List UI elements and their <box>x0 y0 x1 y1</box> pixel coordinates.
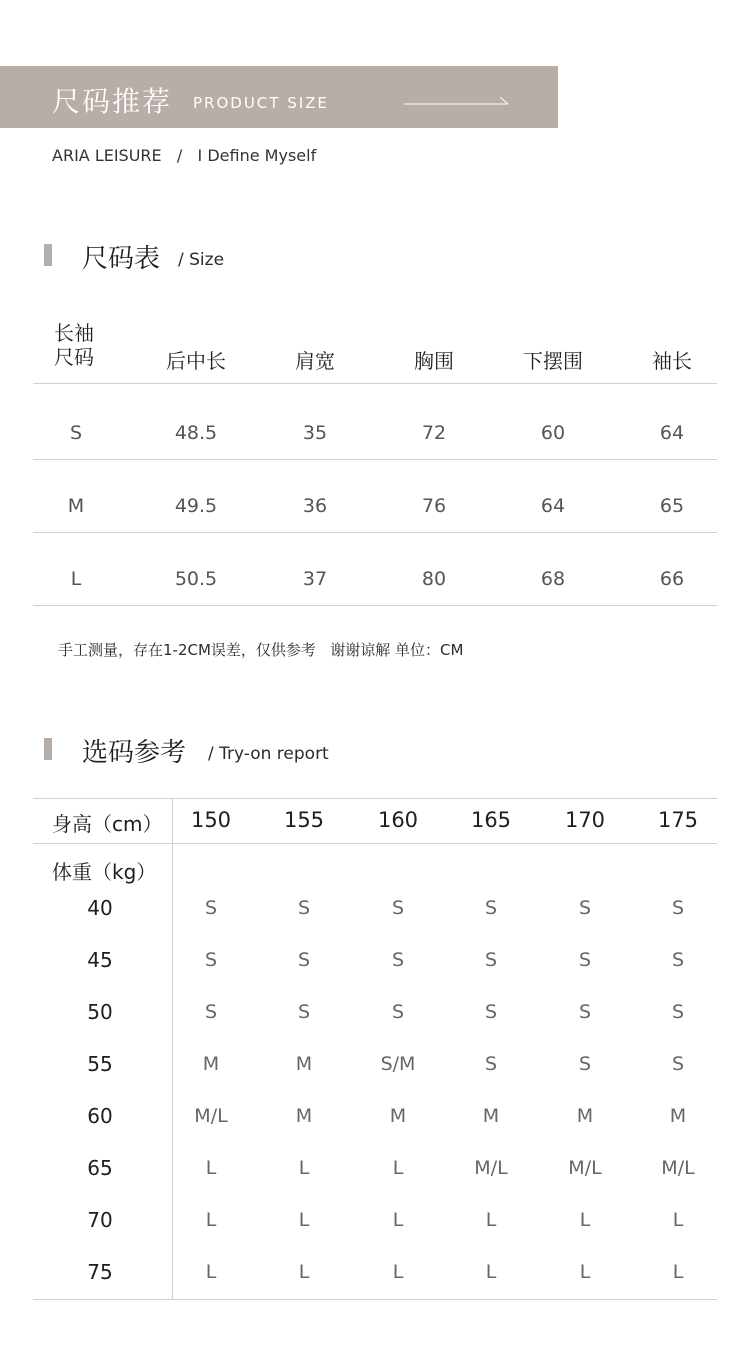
header-banner <box>0 66 558 128</box>
size-table-size: S <box>69 422 83 444</box>
banner-subtitle: PRODUCT SIZE <box>193 94 329 112</box>
recommended-size: S <box>391 949 405 971</box>
size-table-header: 袖长 <box>652 349 692 373</box>
recommended-size: S <box>297 949 311 971</box>
weight-value: 50 <box>87 1000 113 1024</box>
height-value: 165 <box>470 808 512 832</box>
recommended-size: S <box>297 897 311 919</box>
tryon-header-rule <box>33 843 717 844</box>
recommended-size: S <box>297 1001 311 1023</box>
tryon-bottom-rule <box>33 1299 717 1300</box>
size-section-subtitle: / Size <box>178 250 225 270</box>
recommended-size: S <box>204 897 218 919</box>
recommended-size: M <box>295 1105 313 1127</box>
size-table-cell: 60 <box>540 422 566 444</box>
recommended-size: L <box>392 1261 404 1283</box>
recommended-size: S <box>391 897 405 919</box>
section-marker <box>44 244 52 266</box>
size-table-cell: 35 <box>302 422 328 444</box>
recommended-size: L <box>579 1261 591 1283</box>
size-table-header: 下摆围 <box>523 349 583 373</box>
recommended-size: L <box>672 1261 684 1283</box>
size-table-header: 后中长 <box>166 349 226 373</box>
size-table-header: 肩宽 <box>295 349 335 373</box>
section-marker <box>44 738 52 760</box>
size-table-cell: 37 <box>302 568 328 590</box>
recommended-size: M/L <box>474 1157 508 1179</box>
height-value: 160 <box>377 808 419 832</box>
recommended-size: S <box>578 1001 592 1023</box>
recommended-size: M/L <box>194 1105 228 1127</box>
weight-value: 40 <box>87 896 113 920</box>
size-table-cell: 68 <box>540 568 566 590</box>
recommended-size: S <box>484 1053 498 1075</box>
tryon-section-subtitle: / Try-on report <box>208 744 329 764</box>
height-value: 175 <box>657 808 699 832</box>
recommended-size: S <box>578 897 592 919</box>
arrow-right-icon <box>404 96 510 106</box>
recommended-size: L <box>485 1209 497 1231</box>
recommended-size: S <box>671 1053 685 1075</box>
size-table-cell: 64 <box>540 495 566 517</box>
recommended-size: M <box>669 1105 687 1127</box>
height-value: 170 <box>564 808 606 832</box>
size-table-cell: 65 <box>659 495 685 517</box>
recommended-size: S <box>484 949 498 971</box>
size-table-rule <box>33 383 717 384</box>
size-section-title: 尺码表 <box>82 244 161 274</box>
size-table-rule <box>33 459 717 460</box>
recommended-size: L <box>485 1261 497 1283</box>
recommended-size: S/M <box>380 1053 416 1075</box>
recommended-size: S <box>204 1001 218 1023</box>
weight-value: 45 <box>87 948 113 972</box>
size-table-cell: 64 <box>659 422 685 444</box>
recommended-size: S <box>578 1053 592 1075</box>
height-value: 155 <box>283 808 325 832</box>
recommended-size: M <box>202 1053 220 1075</box>
weight-value: 55 <box>87 1052 113 1076</box>
recommended-size: S <box>391 1001 405 1023</box>
size-table-size: M <box>67 495 85 517</box>
size-table-cell: 66 <box>659 568 685 590</box>
tryon-top-rule <box>33 798 717 799</box>
recommended-size: L <box>298 1261 310 1283</box>
recommended-size: S <box>671 897 685 919</box>
size-table-cell: 36 <box>302 495 328 517</box>
recommended-size: S <box>484 897 498 919</box>
recommended-size: L <box>205 1261 217 1283</box>
weight-value: 70 <box>87 1208 113 1232</box>
recommended-size: S <box>578 949 592 971</box>
measurement-note: 手工测量，存在1-2CM误差，仅供参考 谢谢谅解 单位：CM <box>58 641 464 659</box>
recommended-size: L <box>392 1209 404 1231</box>
size-table-cell: 48.5 <box>174 422 218 444</box>
weight-value: 60 <box>87 1104 113 1128</box>
recommended-size: L <box>205 1209 217 1231</box>
recommended-size: L <box>205 1157 217 1179</box>
height-value: 150 <box>190 808 232 832</box>
height-label: 身高（cm） <box>52 812 163 836</box>
recommended-size: L <box>392 1157 404 1179</box>
recommended-size: M <box>389 1105 407 1127</box>
recommended-size: M/L <box>661 1157 695 1179</box>
size-table-rule <box>33 605 717 606</box>
recommended-size: L <box>298 1157 310 1179</box>
size-table-cell: 76 <box>421 495 447 517</box>
recommended-size: L <box>298 1209 310 1231</box>
recommended-size: M <box>576 1105 594 1127</box>
recommended-size: M/L <box>568 1157 602 1179</box>
recommended-size: M <box>295 1053 313 1075</box>
tryon-section-title: 选码参考 <box>82 738 187 768</box>
size-table-cell: 80 <box>421 568 447 590</box>
size-table-cell: 72 <box>421 422 447 444</box>
recommended-size: S <box>484 1001 498 1023</box>
weight-value: 75 <box>87 1260 113 1284</box>
size-table-header: 胸围 <box>414 349 454 373</box>
size-table-cell: 50.5 <box>174 568 218 590</box>
recommended-size: L <box>672 1209 684 1231</box>
brand-tagline: ARIA LEISURE / I Define Myself <box>52 146 317 165</box>
weight-value: 65 <box>87 1156 113 1180</box>
weight-label: 体重（kg） <box>52 860 157 884</box>
recommended-size: L <box>579 1209 591 1231</box>
banner-title: 尺码推荐 <box>52 85 173 118</box>
size-table-rule <box>33 532 717 533</box>
size-table-header: 长袖 尺码 <box>54 321 94 369</box>
recommended-size: S <box>671 949 685 971</box>
size-table-size: L <box>70 568 82 590</box>
recommended-size: S <box>671 1001 685 1023</box>
size-table-cell: 49.5 <box>174 495 218 517</box>
recommended-size: M <box>482 1105 500 1127</box>
recommended-size: S <box>204 949 218 971</box>
